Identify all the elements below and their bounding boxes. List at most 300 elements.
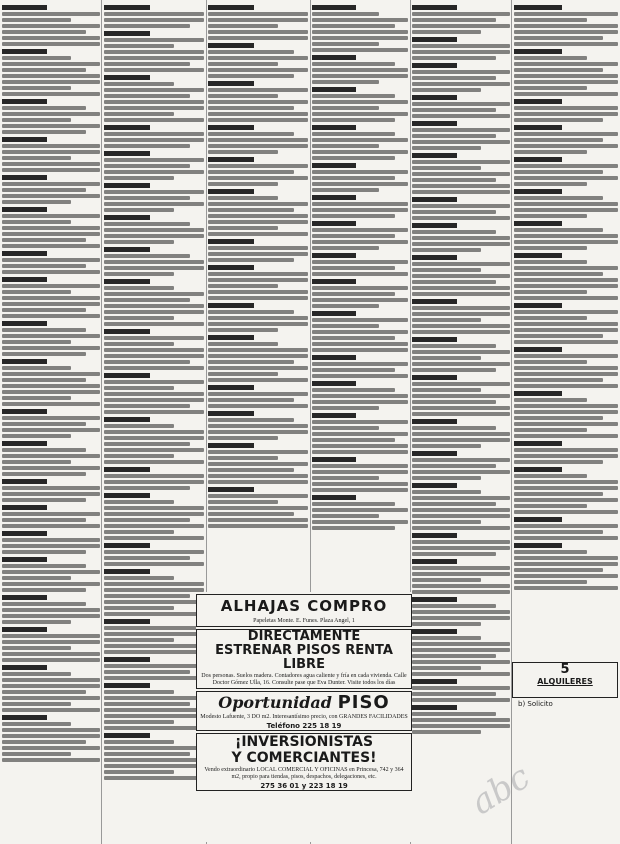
classified-entry-heading — [208, 443, 254, 448]
classified-text-line — [412, 476, 481, 480]
classified-entry — [2, 175, 100, 204]
classified-text-line — [104, 676, 204, 680]
classified-entry — [412, 629, 510, 676]
classified-text-line — [514, 366, 618, 370]
classified-text-line — [312, 502, 395, 506]
classified-text-line — [104, 670, 190, 674]
classified-entry-heading — [412, 223, 457, 228]
classified-text-line — [208, 62, 278, 66]
classified-entry — [104, 247, 204, 276]
classified-text-line — [208, 392, 308, 396]
classified-text-line — [412, 274, 510, 278]
classified-text-line — [2, 550, 86, 554]
classified-text-line — [412, 388, 481, 392]
classified-entry-heading — [104, 733, 150, 738]
classified-text-line — [412, 654, 496, 658]
classified-text-line — [412, 172, 510, 176]
classified-text-line — [514, 182, 587, 186]
classified-text-line — [514, 422, 618, 426]
classified-text-line — [514, 492, 603, 496]
classified-entry — [2, 409, 100, 438]
classified-text-line — [208, 284, 278, 288]
classified-entry-heading — [104, 543, 150, 548]
classified-text-line — [208, 468, 294, 472]
classified-text-line — [412, 102, 510, 106]
classified-entry — [412, 223, 510, 252]
classified-text-line — [104, 88, 204, 92]
classified-text-line — [208, 100, 308, 104]
classified-text-line — [412, 578, 481, 582]
classified-text-line — [412, 394, 510, 398]
classified-text-line — [104, 650, 204, 654]
classified-text-line — [312, 266, 395, 270]
classified-text-line — [312, 214, 395, 218]
classified-text-line — [2, 68, 86, 72]
classified-text-line — [2, 232, 100, 236]
classified-entry — [312, 55, 408, 84]
ad-inversionistas-line1: ¡INVERSIONISTAS — [234, 734, 374, 750]
classified-text-line — [514, 360, 587, 364]
classified-text-line — [312, 144, 379, 148]
classified-text-line — [312, 170, 408, 174]
classified-text-line — [2, 740, 86, 744]
classified-text-line — [208, 456, 278, 460]
classified-text-line — [104, 562, 204, 566]
classified-entry — [514, 253, 618, 300]
classified-entry — [412, 37, 510, 60]
classified-text-line — [514, 334, 603, 338]
classified-text-line — [2, 678, 100, 682]
classified-text-line — [514, 480, 618, 484]
classified-text-line — [104, 50, 204, 54]
classified-text-line — [412, 204, 510, 208]
classified-entry-heading — [514, 303, 562, 308]
classified-entry-heading — [208, 189, 254, 194]
classified-text-line — [2, 448, 86, 452]
classified-text-line — [104, 758, 204, 762]
ad-inversionistas-phone: 275 36 01 y 223 18 19 — [260, 782, 348, 790]
classified-entry-heading — [2, 175, 47, 180]
classified-text-line — [514, 234, 618, 238]
classified-text-line — [412, 166, 481, 170]
classified-text-line — [2, 42, 100, 46]
classified-entry — [514, 125, 618, 154]
classified-text-line — [514, 202, 618, 206]
classified-text-line — [514, 12, 618, 16]
classified-entry — [312, 495, 408, 530]
classified-text-line — [514, 486, 618, 490]
classified-text-line — [104, 18, 204, 22]
classified-text-line — [104, 386, 174, 390]
classified-entry — [412, 299, 510, 334]
classified-entry — [104, 417, 204, 464]
classified-text-line — [412, 432, 510, 436]
classified-text-line — [514, 434, 618, 438]
classified-entry-heading — [2, 595, 47, 600]
classified-text-line — [2, 758, 100, 762]
classified-text-line — [208, 512, 294, 516]
classified-entry-heading — [208, 157, 254, 162]
classified-text-line — [312, 520, 408, 524]
classified-text-line — [312, 444, 408, 448]
classified-text-line — [312, 228, 408, 232]
classified-entry — [208, 335, 308, 382]
classified-entry — [514, 517, 618, 540]
classified-entry-heading — [104, 279, 150, 284]
classified-entry-heading — [514, 543, 562, 548]
classified-text-line — [208, 202, 308, 206]
classified-entry — [208, 411, 308, 440]
classified-text-line — [412, 692, 496, 696]
classified-entry — [514, 467, 618, 514]
classified-entry — [312, 413, 408, 454]
classified-text-line — [412, 412, 510, 416]
classified-text-line — [514, 498, 618, 502]
classified-text-line — [208, 524, 308, 528]
classified-text-line — [514, 586, 618, 590]
classified-text-line — [514, 474, 587, 478]
classified-entry — [2, 479, 100, 502]
classified-text-line — [412, 698, 510, 702]
ad-oportunidad-phone: Teléfono 225 18 19 — [266, 722, 342, 730]
classified-text-line — [514, 118, 603, 122]
classified-text-line — [412, 262, 510, 266]
classified-text-line — [2, 576, 71, 580]
classified-text-line — [104, 208, 174, 212]
classified-text-line — [412, 350, 510, 354]
classified-text-line — [412, 642, 510, 646]
classified-text-line — [208, 278, 308, 282]
classified-text-line — [514, 378, 603, 382]
classified-text-line — [312, 156, 395, 160]
classified-text-line — [312, 68, 408, 72]
classified-text-line — [2, 264, 86, 268]
classified-text-line — [412, 160, 510, 164]
classified-text-line — [412, 268, 481, 272]
classified-text-line — [312, 420, 408, 424]
classified-entry — [2, 99, 100, 134]
classified-text-line — [412, 236, 510, 240]
classified-entry-heading — [312, 311, 356, 316]
classified-text-line — [412, 356, 481, 360]
classified-text-line — [2, 608, 100, 612]
classified-text-line — [104, 366, 204, 370]
classified-text-line — [312, 374, 408, 378]
ad-oportunidad-text: Modesto Lafuente, 3 DO m2. Interesantísimo precio, con GRANDES FACILIDADES — [200, 714, 408, 720]
classified-text-line — [104, 664, 204, 668]
classified-text-line — [104, 170, 204, 174]
classified-entry-heading — [2, 321, 47, 326]
classified-entry-heading — [514, 189, 562, 194]
classified-entry — [104, 373, 204, 414]
watermark: abc — [464, 756, 538, 824]
classified-text-line — [514, 150, 587, 154]
classified-text-line — [312, 292, 395, 296]
classified-entry — [2, 277, 100, 318]
classified-text-line — [2, 118, 71, 122]
classified-entry — [2, 557, 100, 592]
classified-text-line — [412, 146, 481, 150]
classified-text-line — [104, 764, 204, 768]
classified-text-line — [312, 450, 408, 454]
classified-entry-heading — [412, 375, 457, 380]
classified-text-line — [208, 164, 308, 168]
classified-text-line — [208, 18, 308, 22]
classified-entry-heading — [2, 359, 47, 364]
classified-entry — [208, 43, 308, 78]
classified-text-line — [104, 626, 204, 630]
classified-text-line — [2, 538, 100, 542]
classified-entry-heading — [312, 195, 356, 200]
classified-text-line — [104, 556, 190, 560]
classified-text-line — [412, 718, 510, 722]
classified-text-line — [312, 260, 408, 264]
classified-entry-heading — [104, 683, 150, 688]
classified-text-line — [208, 118, 308, 122]
classified-text-line — [104, 240, 174, 244]
classified-text-line — [208, 430, 308, 434]
classified-text-line — [104, 500, 174, 504]
classified-entry — [412, 705, 510, 734]
classified-text-line — [312, 400, 408, 404]
classified-text-line — [208, 258, 294, 262]
classified-text-line — [104, 222, 190, 226]
classified-entry-heading — [312, 221, 356, 226]
classified-text-line — [2, 366, 71, 370]
classified-text-line — [412, 610, 510, 614]
classified-text-line — [104, 536, 204, 540]
classified-text-line — [104, 404, 190, 408]
classified-text-line — [104, 600, 204, 604]
classified-text-line — [208, 214, 308, 218]
classified-text-line — [104, 638, 174, 642]
classified-text-line — [312, 508, 408, 512]
classified-text-line — [104, 62, 190, 66]
classified-entry-heading — [312, 5, 356, 10]
classified-text-line — [2, 194, 100, 198]
classified-entry — [104, 279, 204, 326]
classified-text-line — [514, 18, 587, 22]
classified-text-line — [412, 286, 510, 290]
classified-text-line — [2, 544, 100, 548]
classified-text-line — [2, 238, 86, 242]
classified-text-line — [412, 134, 496, 138]
classified-entry-heading — [104, 657, 150, 662]
classified-text-line — [208, 272, 308, 276]
classified-entry-heading — [312, 457, 356, 462]
classified-text-line — [104, 354, 204, 358]
classified-text-line — [412, 242, 510, 246]
classifieds-column-2 — [104, 2, 204, 844]
classified-text-line — [2, 396, 71, 400]
classified-entry-heading — [312, 125, 356, 130]
classified-text-line — [514, 556, 618, 560]
classified-text-line — [208, 310, 294, 314]
classified-entry — [104, 733, 204, 780]
classified-text-line — [208, 398, 294, 402]
classified-text-line — [312, 368, 395, 372]
classified-text-line — [412, 526, 510, 530]
classified-text-line — [412, 572, 510, 576]
classified-entry-heading — [412, 533, 457, 538]
classified-text-line — [2, 150, 100, 154]
classified-entry-heading — [104, 569, 150, 574]
classifieds-column-1 — [2, 2, 100, 844]
classified-text-line — [104, 38, 204, 42]
classified-entry — [2, 49, 100, 96]
classified-text-line — [2, 570, 100, 574]
classified-entry-heading — [104, 5, 150, 10]
classified-text-line — [312, 12, 379, 16]
classified-text-line — [514, 530, 603, 534]
classified-text-line — [2, 56, 71, 60]
classified-text-line — [514, 30, 618, 34]
classified-text-line — [312, 182, 408, 186]
classified-text-line — [2, 200, 71, 204]
classified-text-line — [2, 378, 86, 382]
classified-text-line — [208, 208, 294, 212]
classified-text-line — [312, 30, 408, 34]
ad-alhajas — [196, 594, 412, 627]
classified-text-line — [412, 44, 510, 48]
classified-text-line — [208, 418, 294, 422]
classified-text-line — [104, 530, 174, 534]
classified-entry — [104, 493, 204, 540]
classified-entry-heading — [2, 715, 47, 720]
classified-text-line — [104, 304, 204, 308]
classified-text-line — [312, 324, 379, 328]
classified-text-line — [2, 588, 86, 592]
classified-text-line — [412, 24, 510, 28]
classified-entry — [2, 627, 100, 662]
classified-text-line — [2, 696, 100, 700]
classified-entry-heading — [412, 559, 457, 564]
classified-text-line — [208, 494, 308, 498]
classified-text-line — [412, 330, 510, 334]
classified-entry — [412, 197, 510, 220]
classified-text-line — [2, 746, 100, 750]
classified-text-line — [412, 248, 481, 252]
classified-entry-heading — [412, 255, 457, 260]
classified-text-line — [412, 464, 496, 468]
classified-entry — [208, 5, 308, 40]
classified-text-line — [104, 708, 204, 712]
classified-text-line — [2, 498, 86, 502]
classified-entry-heading — [412, 197, 457, 202]
classifieds-column-6 — [514, 2, 618, 660]
classified-entry-heading — [2, 99, 47, 104]
classified-text-line — [2, 390, 100, 394]
classified-entry-heading — [208, 265, 254, 270]
classified-entry — [312, 381, 408, 410]
classified-text-line — [514, 372, 618, 376]
classified-text-line — [412, 666, 481, 670]
classified-entry-heading — [2, 505, 47, 510]
classified-entry-heading — [104, 31, 150, 36]
classified-text-line — [2, 564, 86, 568]
classified-text-line — [104, 292, 204, 296]
classified-entry-heading — [412, 705, 457, 710]
classified-text-line — [2, 24, 100, 28]
classified-text-line — [208, 170, 294, 174]
classified-text-line — [412, 18, 496, 22]
classified-entry-heading — [208, 385, 254, 390]
section-title: ALQUILERES — [537, 677, 593, 686]
classified-entry — [104, 683, 204, 730]
classified-text-line — [208, 316, 308, 320]
classified-text-line — [2, 220, 71, 224]
classified-text-line — [412, 686, 510, 690]
classified-text-line — [514, 112, 618, 116]
classified-text-line — [2, 112, 100, 116]
classified-entry-heading — [104, 619, 150, 624]
classified-text-line — [514, 550, 587, 554]
classified-text-line — [2, 86, 71, 90]
classified-text-line — [514, 524, 618, 528]
classified-text-line — [412, 508, 510, 512]
classified-text-line — [312, 526, 395, 530]
ad-alhajas-title: ALHAJAS COMPRO — [220, 597, 388, 615]
classified-entry-heading — [312, 381, 356, 386]
classified-entry — [2, 715, 100, 762]
classified-entry-heading — [514, 125, 562, 130]
classified-text-line — [2, 124, 100, 128]
classified-text-line — [312, 112, 408, 116]
classified-text-line — [312, 406, 379, 410]
classified-entry-heading — [104, 75, 150, 80]
classified-text-line — [104, 392, 204, 396]
classified-text-line — [2, 722, 71, 726]
classified-text-line — [514, 106, 618, 110]
classified-text-line — [104, 260, 204, 264]
ad-oportunidad-word1: Oportunidad — [218, 693, 332, 712]
classified-text-line — [412, 108, 496, 112]
classified-entry-heading — [412, 451, 457, 456]
classified-entry-heading — [104, 467, 150, 472]
classified-text-line — [104, 696, 204, 700]
classified-text-line — [412, 660, 510, 664]
classified-text-line — [208, 138, 308, 142]
classified-text-line — [412, 82, 510, 86]
classified-text-line — [2, 524, 100, 528]
classified-text-line — [2, 634, 100, 638]
classified-text-line — [104, 132, 204, 136]
classified-text-line — [104, 202, 204, 206]
classified-text-line — [104, 254, 190, 258]
classified-text-line — [104, 448, 204, 452]
classified-text-line — [312, 348, 408, 352]
classified-text-line — [2, 454, 100, 458]
classified-text-line — [412, 458, 510, 462]
classified-entry-heading — [2, 557, 47, 562]
classified-entry-heading — [104, 183, 150, 188]
classified-text-line — [208, 342, 278, 346]
classified-entry — [412, 559, 510, 594]
classified-text-line — [412, 648, 510, 652]
classified-text-line — [2, 492, 100, 496]
classified-text-line — [312, 94, 395, 98]
classified-text-line — [208, 252, 308, 256]
classified-entry — [104, 657, 204, 680]
classified-text-line — [2, 74, 100, 78]
classified-text-line — [208, 106, 294, 110]
classified-text-line — [514, 278, 618, 282]
classified-entry-heading — [104, 151, 150, 156]
classified-text-line — [2, 460, 71, 464]
classified-entry — [412, 121, 510, 150]
classified-text-line — [208, 474, 308, 478]
classified-text-line — [412, 30, 481, 34]
